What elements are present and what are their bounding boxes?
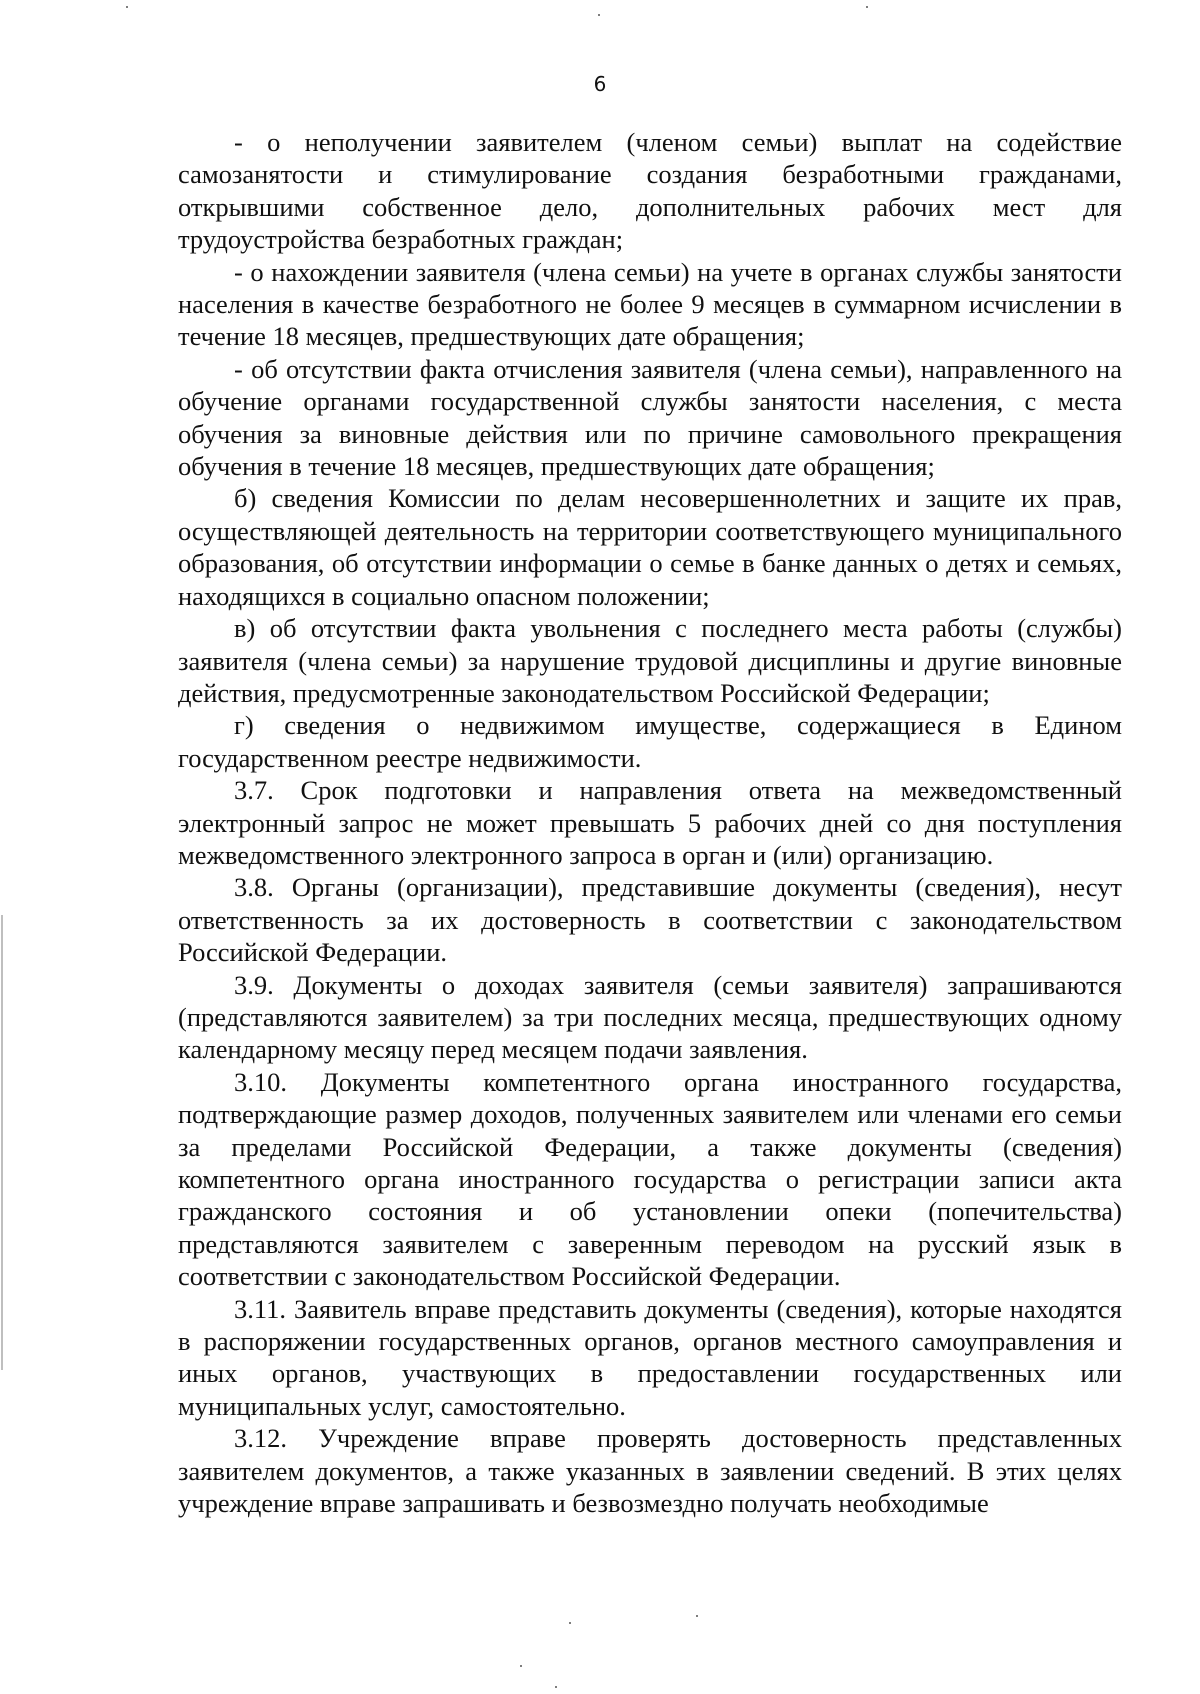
page-number: 6 — [593, 72, 607, 96]
paragraph-3-11: 3.11. Заявитель вправе представить документы (сведения), которые находятся в распоряжении государственных органов, органов местного самоуправления и иных органов, участвующих в предоставлении государственных или муниципальных услуг, самостоятельно. — [178, 1293, 1122, 1421]
paragraph-item-b: б) сведения Комиссии по делам несовершеннолетних и защите их прав, осуществляющей деятельность на территории соответствующего муниципального образования, об отсутствии информации о семье в банке данных о детях и семьях, находящихся в социально опасном положении; — [178, 483, 1122, 611]
scan-speck — [866, 6, 868, 8]
scan-speck — [598, 14, 600, 16]
paragraph-item-g: г) сведения о недвижимом имуществе, содержащиеся в Едином государственном реестре недвижимости. — [178, 710, 1122, 773]
paragraph-item-v: в) об отсутствии факта увольнения с последнего места работы (службы) заявителя (члена семьи) за нарушение трудовой дисциплины и другие виновные действия, предусмотренные законодательством Российской Федерации; — [178, 613, 1122, 708]
scan-speck — [696, 1615, 698, 1617]
paragraph-3-12: 3.12. Учреждение вправе проверять достоверность представленных заявителем документов, а также указанных в заявлении сведений. В этих целях учреждение вправе запрашивать и безвозмездно получать необходимые — [178, 1423, 1122, 1519]
scan-speck — [555, 1686, 557, 1688]
scan-speck — [126, 6, 128, 8]
paragraph-non-receipt-payments: - о неполучении заявителем (членом семьи) выплат на содействие самозанятости и стимулирование создания безработными гражданами, открывшими собственное дело, дополнительных рабочих мест для трудоустройства безработных граждан; — [178, 127, 1122, 255]
scan-speck — [569, 1622, 571, 1624]
scan-speck — [520, 1665, 522, 1667]
paragraph-3-9: 3.9. Документы о доходах заявителя (семьи заявителя) запрашиваются (представляются заявителем) за три последних месяца, предшествующих одному календарному месяцу перед месяцем подачи заявления. — [178, 969, 1122, 1065]
paragraph-3-7: 3.7. Срок подготовки и направления ответа на межведомственный электронный запрос не может превышать 5 рабочих дней со дня поступления межведомственного электронного запроса в орган и (или) организацию. — [178, 775, 1122, 870]
paragraph-3-8: 3.8. Органы (организации), представившие документы (сведения), несут ответственность за их достоверность в соответствии с законодательством Российской Федерации. — [178, 872, 1122, 968]
paragraph-3-10: 3.10. Документы компетентного органа иностранного государства, подтверждающие размер доходов, полученных заявителем или членами его семьи за пределами Российской Федерации, а также документы (сведения) компетентного органа иностранного государства о регистрации записи акта гражданского состояния и об установлении опеки (попечительства) представляются заявителем с заверенным переводом на русский язык в соответствии с законодательством Российской Федерации. — [178, 1066, 1122, 1292]
paragraph-no-expulsion: - об отсутствии факта отчисления заявителя (члена семьи), направленного на обучение органами государственной службы занятости населения, с места обучения за виновные действия или по причине самовольного прекращения обучения в течение 18 месяцев, предшествующих дате обращения; — [178, 353, 1122, 482]
paragraph-employment-registration: - о нахождении заявителя (члена семьи) на учете в органах службы занятости населения в качестве безработного не более 9 месяцев в суммарном исчислении в течение 18 месяцев, предшествующих дате обращения; — [178, 256, 1122, 352]
document-body — [178, 126, 1122, 1519]
scan-edge-line — [1, 915, 3, 1370]
